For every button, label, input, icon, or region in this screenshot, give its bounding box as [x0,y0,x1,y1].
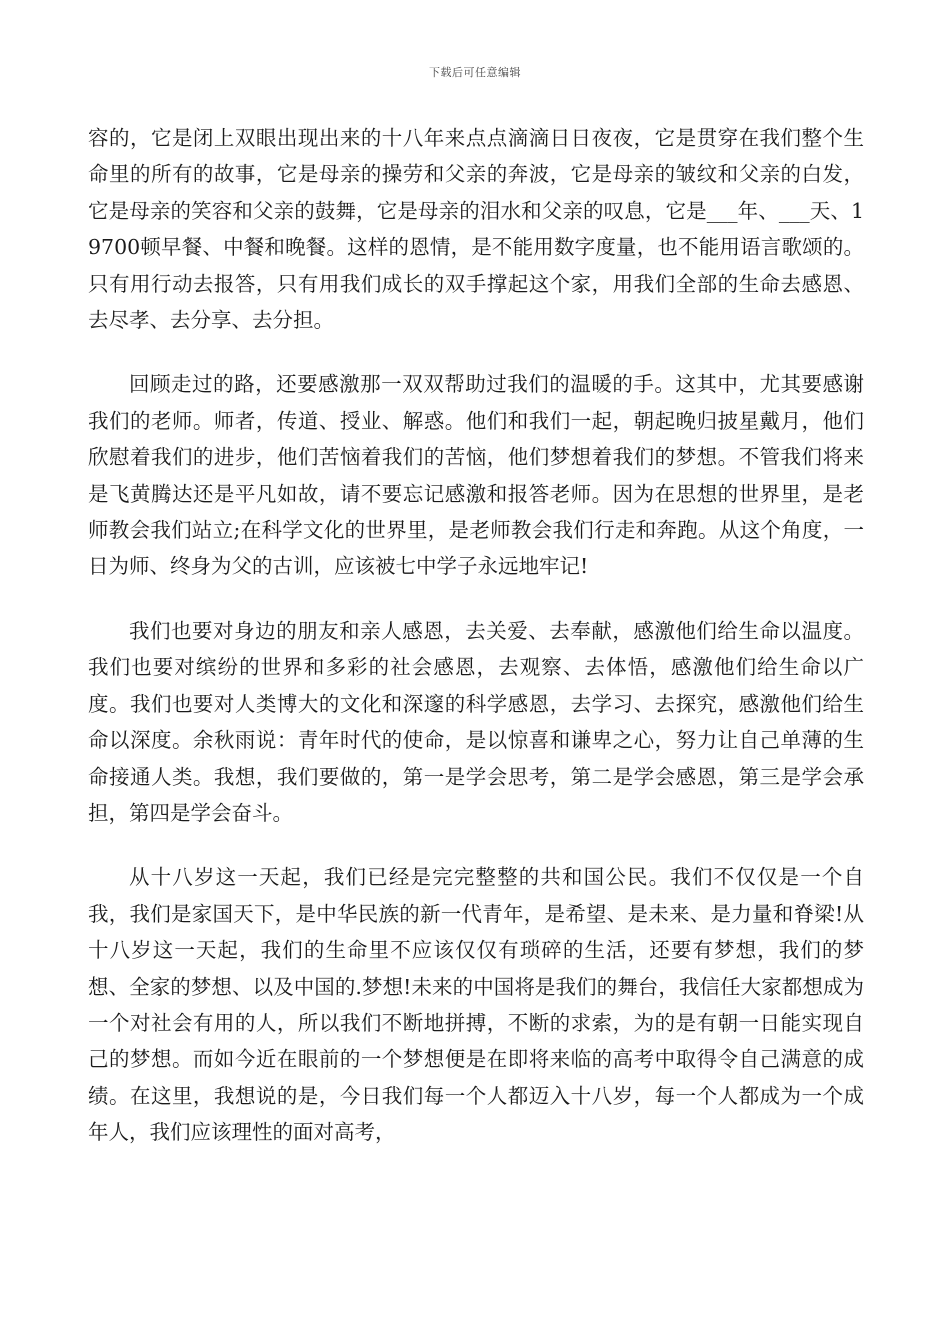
header-note: 下载后可任意编辑 [429,66,521,79]
paragraph-teachers: 回顾走过的路，还要感激那一双双帮助过我们的温暖的手。这其中，尤其要感谢我们的老师。师者，传道、授业、解惑。他们和我们一起，朝起晚归披星戴月，他们欣慰着我们的进步，他们苦恼着我们的苦恼，他们梦想着我们的梦想。不管我们将来是飞黄腾达还是平凡如故，请不要忘记感激和报答老师。因为在思想的世界里，是老师教会我们站立;在科学文化的世界里，是老师教会我们行走和奔跑。从这个角度，一日为师、终身为父的古训，应该被七中学子永远地牢记! [88,372,864,579]
document-body [88,120,864,1151]
paragraph-gratitude: 我们也要对身边的朋友和亲人感恩，去关爱、去奉献，感激他们给生命以温度。我们也要对缤纷的世界和多彩的社会感恩，去观察、去体悟，感激他们给生命以广度。我们也要对人类博大的文化和深邃的科学感恩，去学习、去探究，感激他们给生命以深度。余秋雨说：青年时代的使命，是以惊喜和谦卑之心，努力让自己单薄的生命接通人类。我想，我们要做的，第一是学会思考，第二是学会感恩，第三是学会承担，第四是学会奋斗。 [88,618,864,825]
paragraph-continuation: 容的，它是闭上双眼出现出来的十八年来点点滴滴日日夜夜，它是贯穿在我们整个生命里的所有的故事，它是母亲的操劳和父亲的奔波，它是母亲的皱纹和父亲的白发，它是母亲的笑容和父亲的鼓舞，它是母亲的泪水和父亲的叹息，它是___年、___天、19700顿早餐、中餐和晚餐。这样的恩情，是不能用数字度量，也不能用语言歌颂的。只有用行动去报答，只有用我们成长的双手撑起这个家，用我们全部的生命去感恩、去尽孝、去分享、去分担。 [88,126,864,333]
paragraph-eighteen: 从十八岁这一天起，我们已经是完完整整的共和国公民。我们不仅仅是一个自我，我们是家国天下，是中华民族的新一代青年，是希望、是未来、是力量和脊梁!从十八岁这一天起，我们的生命里不应该仅仅有琐碎的生活，还要有梦想，我们的梦想、全家的梦想、以及中国的.梦想!未来的中国将是我们的舞台，我信任大家都想成为一个对社会有用的人，所以我们不断地拼搏，不断的求索，为的是有朝一日能实现自己的梦想。而如今近在眼前的一个梦想便是在即将来临的高考中取得令自己满意的成绩。在这里，我想说的是，今日我们每一个人都迈入十八岁，每一个人都成为一个成年人，我们应该理性的面对高考， [88,865,864,1145]
